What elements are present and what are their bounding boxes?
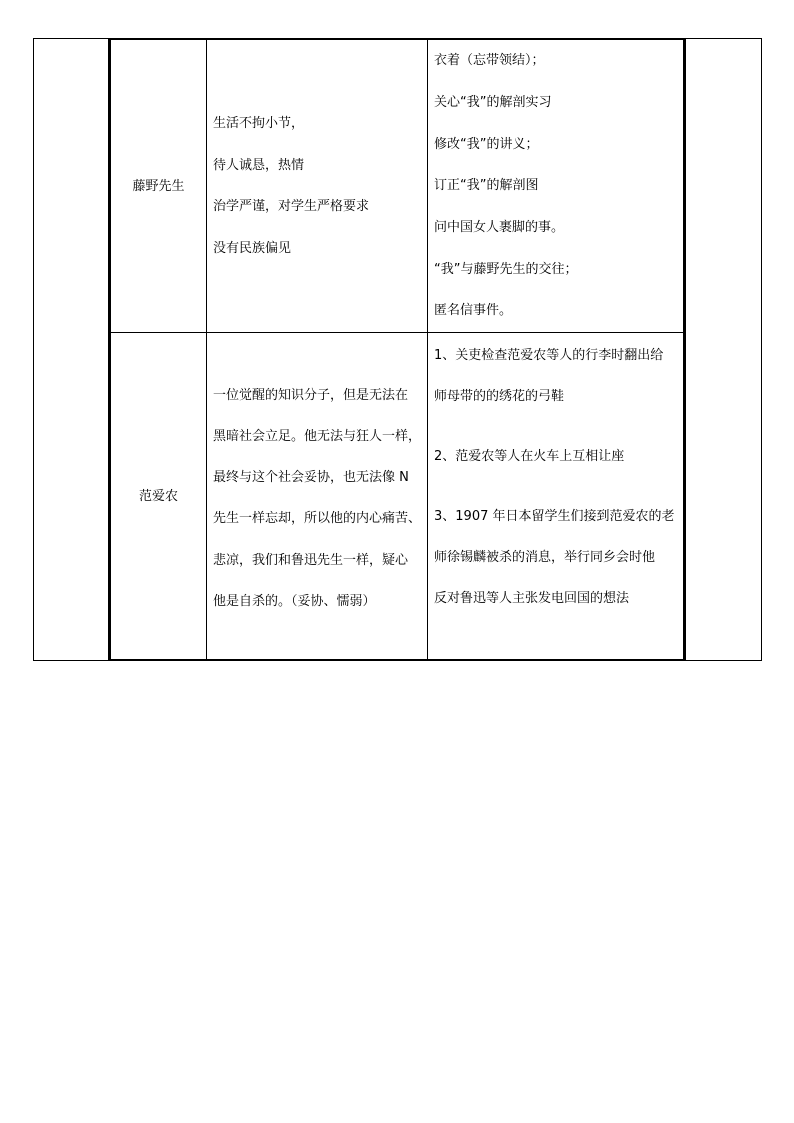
outer-right-column: [685, 38, 762, 661]
event-line: 匿名信事件。: [434, 303, 513, 318]
traits-cell: [207, 333, 428, 659]
events-cell: [428, 333, 683, 659]
event-line: 1、关吏检查范爱农等人的行李时翻出给: [434, 348, 664, 363]
character-name-cell: [111, 333, 207, 659]
trait-line: 没有民族偏见: [213, 241, 292, 256]
inner-table: [109, 38, 685, 661]
trait-line: 最终与这个社会妥协，也无法像 N: [213, 470, 409, 485]
event-line: 修改“我”的讲义；: [434, 137, 539, 152]
trait-line: 黑暗社会立足。他无法与狂人一样，: [213, 429, 422, 444]
event-line: 师母带的的绣花的弓鞋: [434, 389, 565, 404]
event-line: 3、1907 年日本留学生们接到范爱农的老: [434, 509, 675, 524]
trait-line: 一位觉醒的知识分子，但是无法在: [213, 388, 409, 403]
event-line: 订正“我”的解剖图: [434, 178, 539, 193]
traits-cell: [207, 40, 428, 332]
event-line: 反对鲁迅等人主张发电回国的想法: [434, 591, 630, 606]
character-table: [33, 38, 762, 661]
trait-line: 治学严谨，对学生严格要求: [213, 199, 370, 214]
table-row: [111, 333, 683, 659]
character-name-cell: [111, 40, 207, 332]
trait-line: 待人诚恳，热情: [213, 158, 305, 173]
trait-line: 悲凉，我们和鲁迅先生一样，疑心: [213, 553, 409, 568]
event-line: 2、范爱农等人在火车上互相让座: [434, 449, 625, 464]
character-name: 范爱农: [138, 488, 178, 504]
event-line: 关心“我”的解剖实习: [434, 95, 552, 110]
event-line: 师徐锡麟被杀的消息，举行同乡会时他: [434, 550, 656, 565]
event-line: “我”与藤野先生的交往；: [434, 262, 578, 277]
character-name: 藤野先生: [132, 178, 185, 194]
table-row: [111, 40, 683, 333]
event-line: 衣着（忘带领结）；: [434, 53, 545, 68]
outer-left-column: [33, 38, 109, 661]
trait-line: 他是自杀的。（妥协、懦弱）: [213, 594, 376, 609]
event-line: 问中国女人裹脚的事。: [434, 220, 565, 235]
trait-line: 生活不拘小节，: [213, 116, 305, 131]
trait-line: 先生一样忘却，所以他的内心痛苦、: [213, 511, 422, 526]
events-cell: [428, 40, 683, 332]
